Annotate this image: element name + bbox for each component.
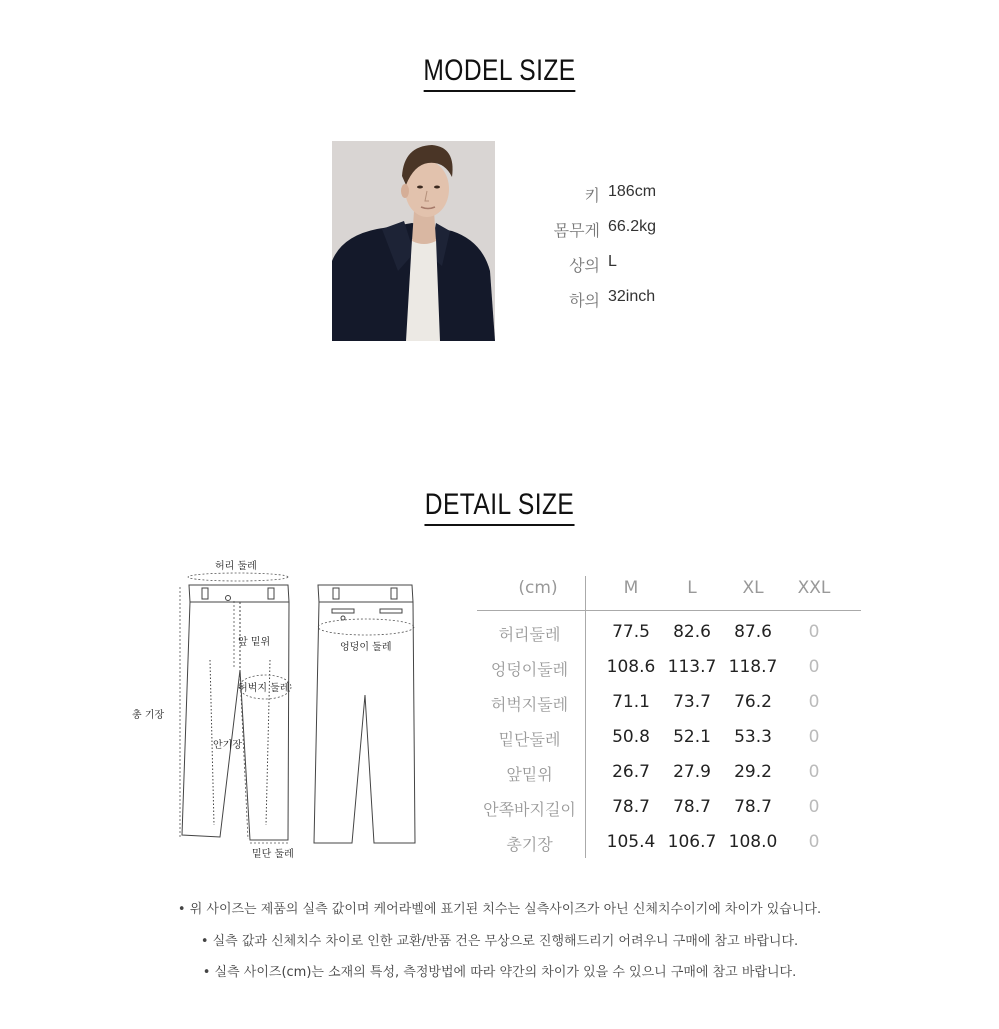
detail-size-title: DETAIL SIZE bbox=[90, 486, 909, 526]
table-cell: 77.5 bbox=[612, 622, 650, 642]
spec-label: 키 bbox=[584, 186, 600, 205]
model-photo bbox=[332, 141, 495, 341]
diagram-label-waist: 허리 둘레 bbox=[215, 561, 257, 572]
table-cell: 76.2 bbox=[734, 692, 772, 712]
spec-weight bbox=[520, 218, 720, 242]
table-unit-header: (cm) bbox=[518, 578, 558, 598]
table-row-label: 총기장 bbox=[506, 835, 553, 854]
spec-value: L bbox=[608, 253, 617, 270]
column-header-xl: XL bbox=[742, 578, 764, 598]
size-note: • 실측 사이즈(cm)는 소재의 특성, 측정방법에 따라 약간의 차이가 있을 수 있으니 구매에 참고 바랍니다. bbox=[202, 965, 797, 980]
table-cell: 50.8 bbox=[612, 727, 650, 747]
table-cell: 52.1 bbox=[673, 727, 711, 747]
table-header-divider bbox=[477, 610, 861, 611]
column-header-m: M bbox=[623, 578, 639, 598]
table-cell: 106.7 bbox=[667, 832, 717, 852]
table-cell: 87.6 bbox=[734, 622, 772, 642]
table-cell: 0 bbox=[808, 832, 820, 852]
column-header-xxl: XXL bbox=[797, 578, 831, 598]
table-cell: 108.6 bbox=[606, 657, 656, 677]
table-cell: 78.7 bbox=[673, 797, 711, 817]
table-cell: 0 bbox=[808, 692, 820, 712]
diagram-label-front-rise: 앞 밑위 bbox=[238, 637, 271, 648]
table-cell: 71.1 bbox=[612, 692, 650, 712]
spec-value: 66.2kg bbox=[608, 218, 657, 235]
table-row-label: 밑단둘레 bbox=[498, 730, 561, 749]
model-size-title: MODEL SIZE bbox=[90, 52, 909, 92]
diagram-label-total-length: 총 기장 bbox=[132, 710, 165, 721]
table-label-divider bbox=[585, 576, 586, 858]
table-cell: 113.7 bbox=[667, 657, 717, 677]
table-row-label: 안쪽바지길이 bbox=[483, 800, 576, 819]
pants-measurement-diagram bbox=[120, 555, 430, 865]
table-cell: 27.9 bbox=[673, 762, 711, 782]
spec-top-size bbox=[520, 253, 720, 277]
table-cell: 78.7 bbox=[612, 797, 650, 817]
column-header-l: L bbox=[687, 578, 697, 598]
table-cell: 26.7 bbox=[612, 762, 650, 782]
spec-bottom-size bbox=[520, 288, 720, 312]
table-cell: 105.4 bbox=[606, 832, 656, 852]
table-row-label: 엉덩이둘레 bbox=[490, 660, 569, 679]
table-cell: 78.7 bbox=[734, 797, 772, 817]
size-note: • 실측 값과 신체치수 차이로 인한 교환/반품 건은 무상으로 진행해드리기 어려우니 구매에 참고 바랍니다. bbox=[200, 934, 799, 949]
spec-value: 32inch bbox=[608, 288, 656, 305]
table-cell: 108.0 bbox=[728, 832, 778, 852]
table-cell: 0 bbox=[808, 727, 820, 747]
spec-label: 상의 bbox=[569, 256, 600, 275]
table-row-label: 앞밑위 bbox=[506, 765, 553, 784]
table-cell: 0 bbox=[808, 797, 820, 817]
size-note: • 위 사이즈는 제품의 실측 값이며 케어라벨에 표기된 치수는 실측사이즈가 아닌 신체치수이기에 차이가 있습니다. bbox=[177, 902, 822, 917]
table-row-label: 허벅지둘레 bbox=[490, 695, 569, 714]
diagram-label-thigh: 허벅지 둘레 bbox=[238, 683, 290, 694]
diagram-label-inseam: 안기장 bbox=[213, 740, 242, 751]
table-cell: 0 bbox=[808, 622, 820, 642]
table-row-label: 허리둘레 bbox=[498, 625, 561, 644]
table-cell: 0 bbox=[808, 762, 820, 782]
spec-label: 하의 bbox=[569, 291, 600, 310]
table-cell: 118.7 bbox=[728, 657, 778, 677]
table-cell: 73.7 bbox=[673, 692, 711, 712]
spec-label: 몸무게 bbox=[553, 221, 600, 240]
table-cell: 0 bbox=[808, 657, 820, 677]
spec-height bbox=[520, 183, 720, 207]
table-cell: 82.6 bbox=[673, 622, 711, 642]
table-cell: 53.3 bbox=[734, 727, 772, 747]
diagram-label-hip: 엉덩이 둘레 bbox=[340, 642, 392, 653]
diagram-label-hem: 밑단 둘레 bbox=[252, 849, 294, 860]
table-cell: 29.2 bbox=[734, 762, 772, 782]
spec-value: 186cm bbox=[608, 183, 657, 200]
